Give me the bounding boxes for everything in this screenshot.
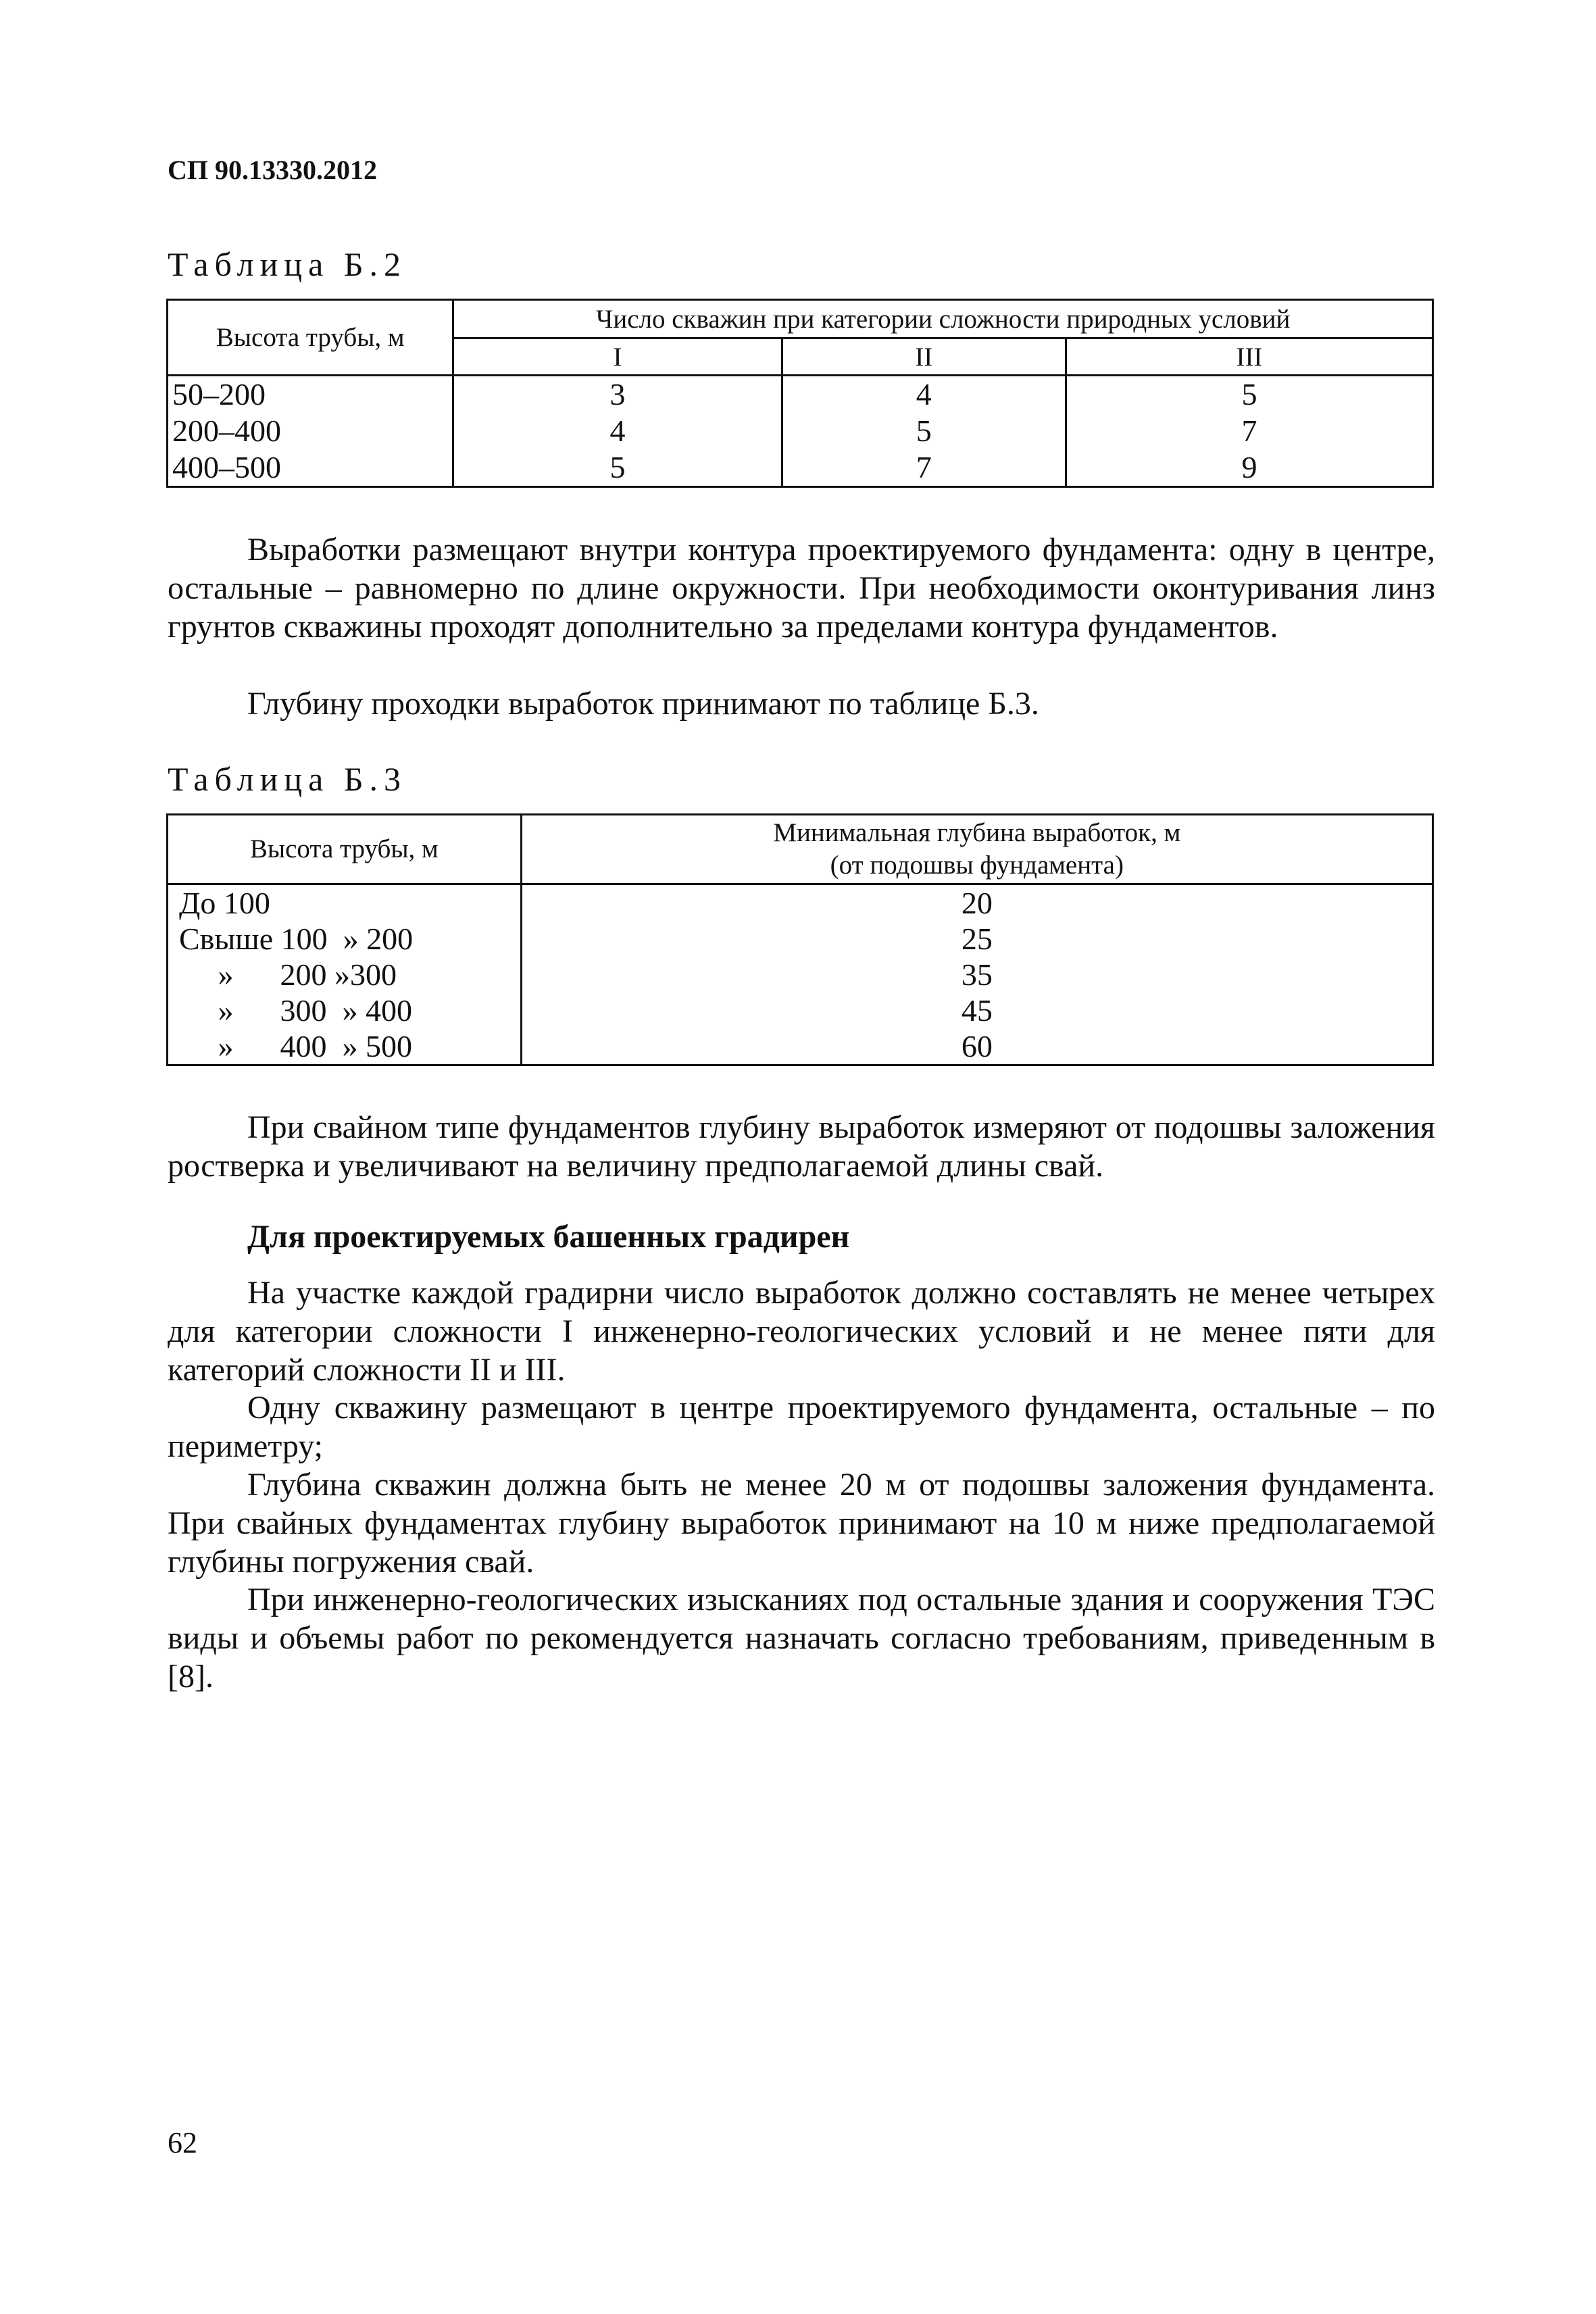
paragraph-cooling-towers: На участке каждой градирни число выработок должно составлять не менее четырех для категории сложности I инженерно-геологических условий и не менее пяти для категорий сложности II и III.	[168, 1275, 1435, 1388]
section-heading: Для проектируемых башенных градирен	[247, 1219, 850, 1255]
table-b2-subheader-i: I	[453, 338, 782, 376]
table-b2-caption: Таблица Б.2	[168, 245, 407, 283]
paragraph-depth-ref: Глубину проходки выработок принимают по таблице Б.3.	[247, 686, 1039, 722]
table-b3-height-cell: До 100	[168, 884, 522, 922]
paragraph-borehole-depth: Глубина скважин должна быть не менее 20 м от подошвы заложения фундамента. При свайных фундаментах глубину выработок принимают на 10 м ниже предполагаемой глубины погружения свай.	[168, 1467, 1435, 1580]
table-b2-header-height: Высота трубы, м	[168, 300, 453, 376]
table-row	[168, 413, 1433, 449]
table-b2-value-cell: 7	[1066, 413, 1432, 449]
table-b3-header-height: Высота трубы, м	[168, 815, 522, 884]
table-row	[168, 884, 1433, 922]
table-b2-height-cell: 400–500	[168, 449, 453, 487]
table-b2-value-cell: 5	[1066, 376, 1432, 413]
table-b3-depth-cell: 25	[521, 921, 1432, 957]
table-b2-value-cell: 5	[453, 449, 782, 487]
page-number: 62	[168, 2126, 197, 2159]
table-b3-header-depth-line2: (от подошвы фундамента)	[830, 851, 1124, 880]
table-b3-depth-cell: 35	[521, 957, 1432, 992]
table-b3-height-cell: » 400 » 500	[168, 1028, 522, 1065]
table-b3-height-cell: » 300 » 400	[168, 992, 522, 1028]
table-b2-header-group: Число скважин при категории сложности природных условий	[453, 300, 1433, 338]
table-b2-value-cell: 4	[782, 376, 1066, 413]
table-b3-height-cell: Свыше 100 » 200	[168, 921, 522, 957]
document-code: СП 90.13330.2012	[168, 155, 377, 185]
table-row	[168, 921, 1433, 957]
table-b2-subheader-iii: III	[1066, 338, 1432, 376]
table-b3-depth-cell: 60	[521, 1028, 1432, 1065]
table-b2-value-cell: 3	[453, 376, 782, 413]
table-row	[168, 449, 1433, 487]
table-b2-height-cell: 50–200	[168, 376, 453, 413]
table-b2-value-cell: 4	[453, 413, 782, 449]
table-row	[168, 1028, 1433, 1065]
paragraph-borehole-placement: Одну скважину размещают в центре проектируемого фундамента, остальные – по периметру;	[168, 1390, 1435, 1464]
table-b2-subheader-ii: II	[782, 338, 1066, 376]
paragraph-placement: Выработки размещают внутри контура проектируемого фундамента: одну в центре, остальные – равномерно по длине окружности. При необходимости оконтуривания линз грунтов скважины проходят дополнительно за пределами контура фундаментов.	[168, 532, 1435, 645]
table-b3-header-depth	[521, 815, 1432, 884]
table-b2-value-cell: 9	[1066, 449, 1432, 487]
table-b3-depth-cell: 45	[521, 992, 1432, 1028]
paragraph-pile-foundations: При свайном типе фундаментов глубину выработок измеряют от подошвы заложения ростверка и увеличивают на величину предполагаемой длины свай.	[168, 1109, 1435, 1184]
table-b3-caption: Таблица Б.3	[168, 760, 407, 798]
table-b2-height-cell: 200–400	[168, 413, 453, 449]
table-b3-height-cell: » 200 »300	[168, 957, 522, 992]
table-b2-value-cell: 5	[782, 413, 1066, 449]
table-b3-depth-cell: 20	[521, 884, 1432, 922]
table-row	[168, 957, 1433, 992]
table-b3-header-depth-line1: Минимальная глубина выработок, м	[773, 818, 1181, 847]
table-b3	[166, 813, 1434, 1066]
table-b2	[166, 299, 1434, 488]
table-row	[168, 376, 1433, 413]
table-row	[168, 992, 1433, 1028]
paragraph-other-structures: При инженерно-геологических изысканиях под остальные здания и сооружения ТЭС виды и объемы работ по рекомендуется назначать согласно требованиям, приведенным в [8].	[168, 1582, 1435, 1694]
table-b2-value-cell: 7	[782, 449, 1066, 487]
